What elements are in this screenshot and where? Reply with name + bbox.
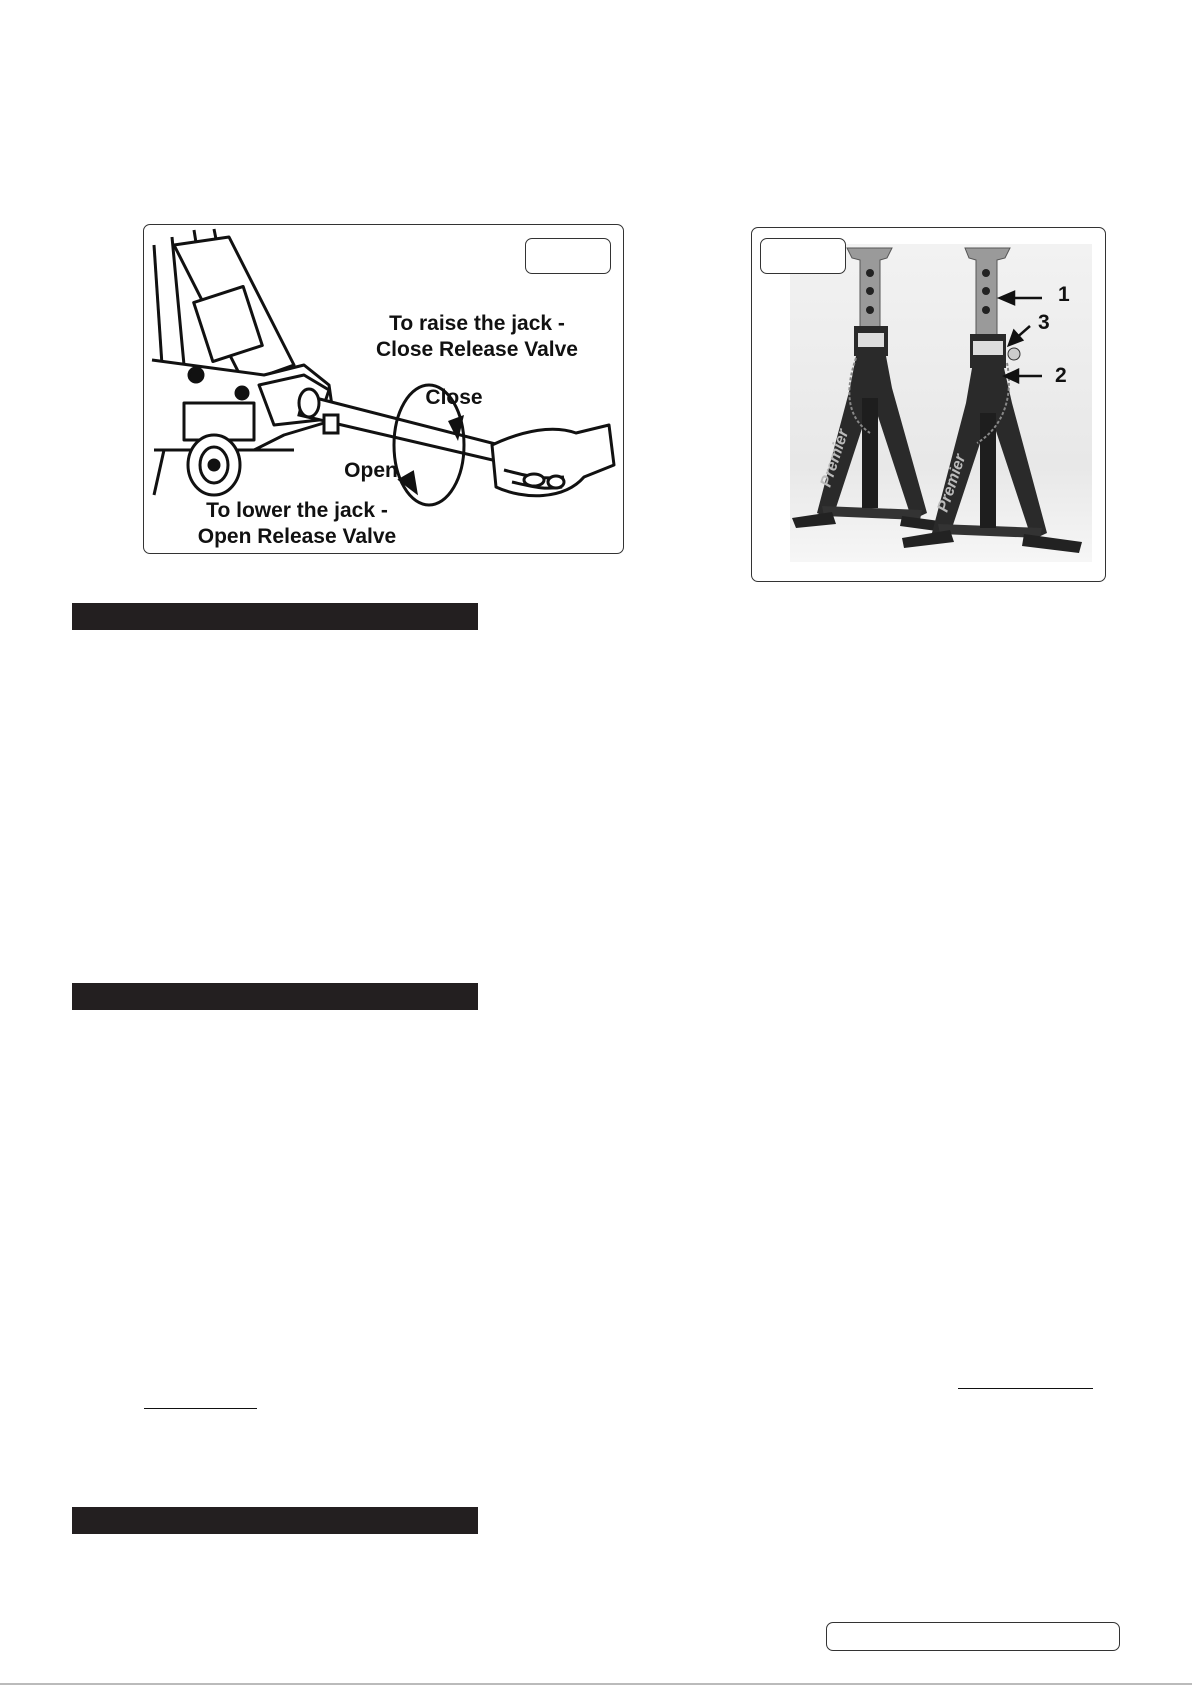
callout-number-3: 3 bbox=[1038, 311, 1050, 334]
axle-stand-right bbox=[902, 248, 1082, 553]
callout-number-1: 1 bbox=[1058, 283, 1070, 306]
figure-release-valve bbox=[143, 224, 624, 554]
callout-number-2: 2 bbox=[1055, 364, 1067, 387]
lower-jack-caption-line1: To lower the jack - bbox=[206, 499, 388, 522]
underline-rule-right bbox=[958, 1388, 1093, 1389]
raise-jack-caption-line2: Close Release Valve bbox=[376, 338, 578, 361]
underline-rule-left bbox=[144, 1408, 257, 1409]
axle-stand-left bbox=[792, 248, 947, 532]
section-heading-bar-1 bbox=[72, 603, 478, 630]
stand-right-brand-text: Premier bbox=[934, 452, 970, 515]
stand-left-brand-text: Premier bbox=[817, 427, 853, 490]
figure-axle-stands bbox=[751, 227, 1106, 582]
close-direction-label: Close bbox=[425, 386, 483, 409]
raise-jack-caption-line1: To raise the jack - bbox=[389, 312, 565, 335]
figure-number-box bbox=[525, 238, 611, 274]
figure-number-box bbox=[760, 238, 846, 274]
section-heading-bar-3 bbox=[72, 1507, 478, 1534]
section-heading-bar-2 bbox=[72, 983, 478, 1010]
axle-stands-photo bbox=[752, 228, 1106, 582]
footer-page-box bbox=[826, 1622, 1120, 1651]
open-direction-label: Open bbox=[344, 459, 398, 482]
lower-jack-caption-line2: Open Release Valve bbox=[197, 525, 397, 548]
